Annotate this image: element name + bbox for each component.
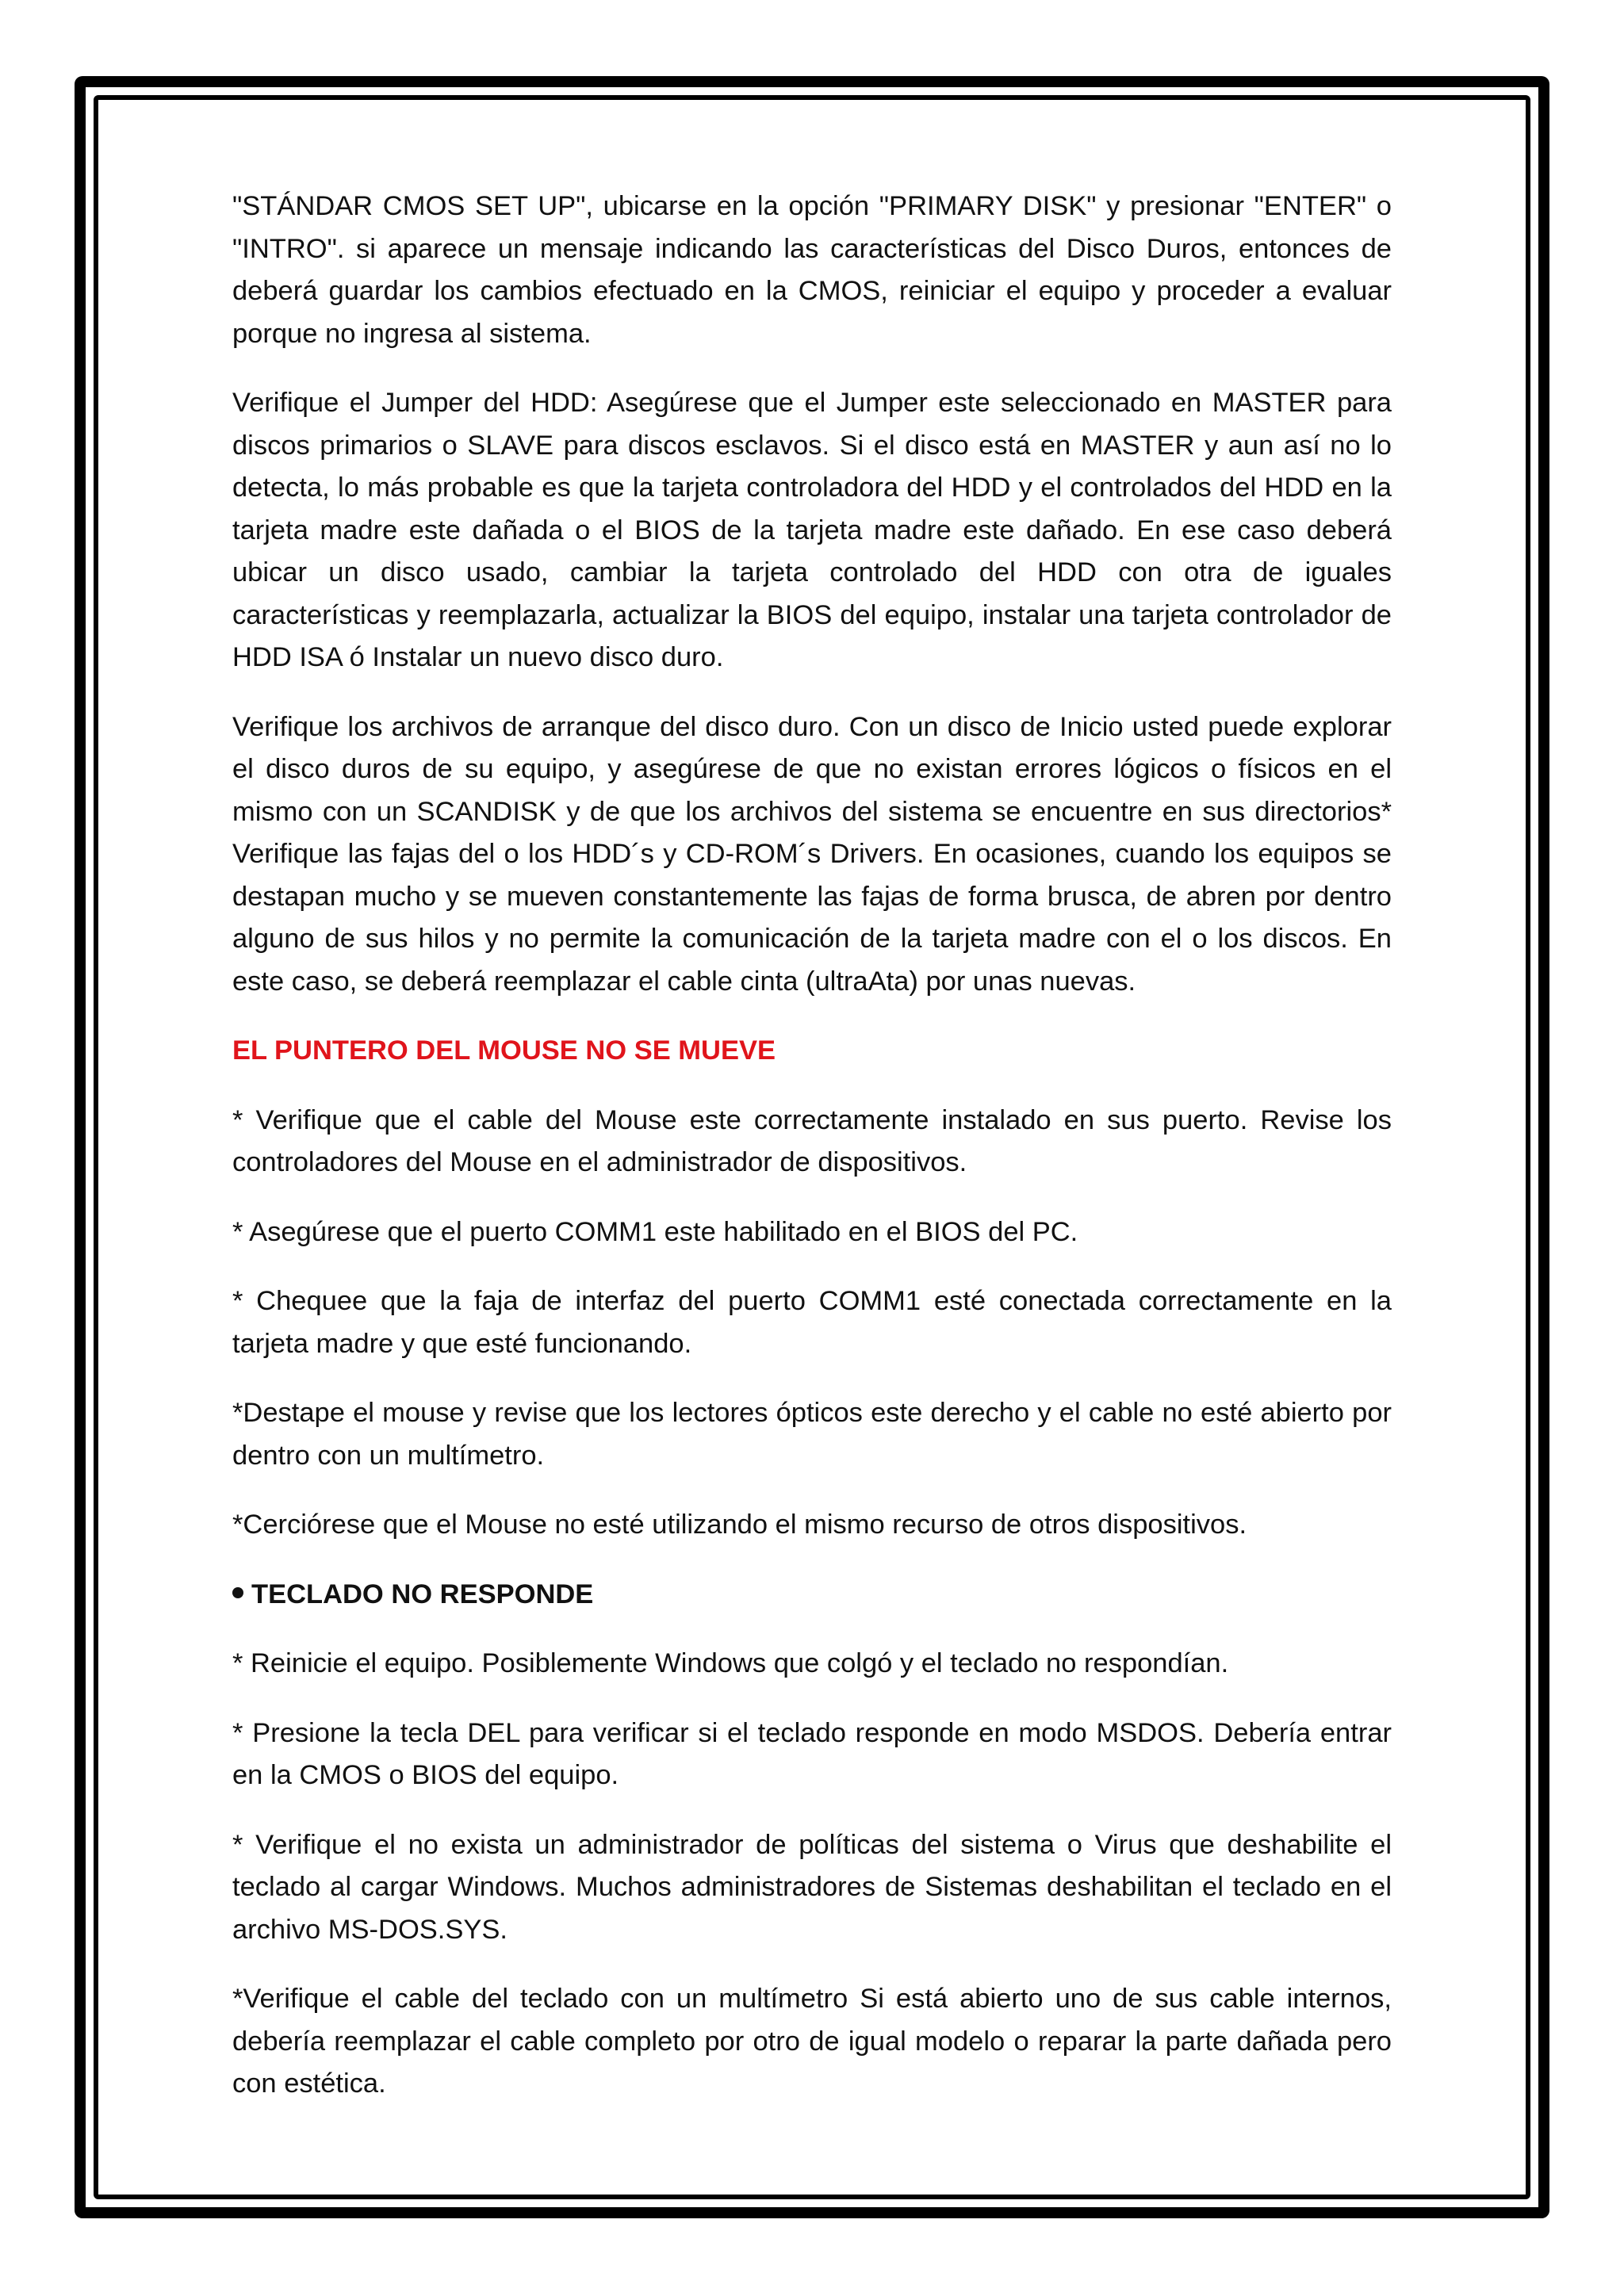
mouse-item: * Asegúrese que el puerto COMM1 este habilitado en el BIOS del PC. <box>232 1216 1078 1247</box>
keyboard-item: * Presione la tecla DEL para verificar si el teclado responde en modo MSDOS. Debería entrar en la CMOS o BIOS del equipo. <box>232 1717 1392 1790</box>
keyboard-item: * Reinicie el equipo. Posiblemente Windows que colgó y el teclado no respondían. <box>232 1648 1229 1678</box>
paragraph-jumper-hdd: Verifique el Jumper del HDD: Asegúrese que el Jumper este seleccionado en MASTER para discos primarios o SLAVE para discos esclavos. Si el disco está en MASTER y aun así no lo detecta, lo más probable es que la tarjeta controladora del HDD y el controlados del HDD en la tarjeta madre este dañada o el BIOS de la tarjeta madre este dañado. En ese caso deberá ubicar un disco usado, cambiar la tarjeta controlado del HDD con otra de iguales características y reemplazarla, actualizar la BIOS del equipo, instalar una tarjeta controlador de HDD ISA ó Instalar un nuevo disco duro. <box>232 388 1392 672</box>
section-heading-mouse: EL PUNTERO DEL MOUSE NO SE MUEVE <box>232 1035 776 1066</box>
keyboard-item: *Verifique el cable del teclado con un multímetro Si está abierto uno de sus cable internos, debería reemplazar el cable completo por otro de igual modelo o reparar la parte dañada pero con estética. <box>232 1984 1392 2099</box>
mouse-item: * Chequee que la faja de interfaz del puerto COMM1 esté conectada correctamente en la tarjeta madre y que esté funcionando. <box>232 1286 1392 1359</box>
section-heading-keyboard <box>232 1574 1392 1617</box>
bullet-icon <box>232 1587 243 1598</box>
paragraph-cmos-setup: "STÁNDAR CMOS SET UP", ubicarse en la opción "PRIMARY DISK" y presionar "ENTER" o "INTRO". si aparece un mensaje indicando las características del Disco Duros, entonces de deberá guardar los cambios efectuado en la CMOS, reiniciar el equipo y proceder a evaluar porque no ingresa al sistema. <box>232 191 1392 349</box>
paragraph-boot-files: Verifique los archivos de arranque del disco duro. Con un disco de Inicio usted puede explorar el disco duros de su equipo, y asegúrese de que no existan errores lógicos o físicos en el mismo con un SCANDISK y de que los archivos del sistema se encuentre en sus directorios* Verifique las fajas del o los HDD´s y CD-ROM´s Drivers. En ocasiones, cuando los equipos se destapan mucho y se mueven constantemente las fajas de forma brusca, de abren por dentro alguno de sus hilos y no permite la comunicación de la tarjeta madre con el o los discos. En este caso, se deberá reemplazar el cable cinta (ultraAta) por unas nuevas. <box>232 711 1392 997</box>
section-heading-keyboard-text: TECLADO NO RESPONDE <box>251 1578 594 1609</box>
mouse-item: * Verifique que el cable del Mouse este correctamente instalado en sus puerto. Revise los controladores del Mouse en el administrador de dispositivos. <box>232 1104 1392 1177</box>
mouse-item: *Cerciórese que el Mouse no esté utilizando el mismo recurso de otros dispositivos. <box>232 1510 1247 1540</box>
document-body <box>232 186 1392 2133</box>
mouse-item: *Destape el mouse y revise que los lectores ópticos este derecho y el cable no esté abierto por dentro con un multímetro. <box>232 1398 1392 1471</box>
keyboard-item: * Verifique el no exista un administrador de políticas del sistema o Virus que deshabilite el teclado al cargar Windows. Muchos administradores de Sistemas deshabilitan el teclado en el archivo MS-DOS.SYS. <box>232 1829 1392 1945</box>
